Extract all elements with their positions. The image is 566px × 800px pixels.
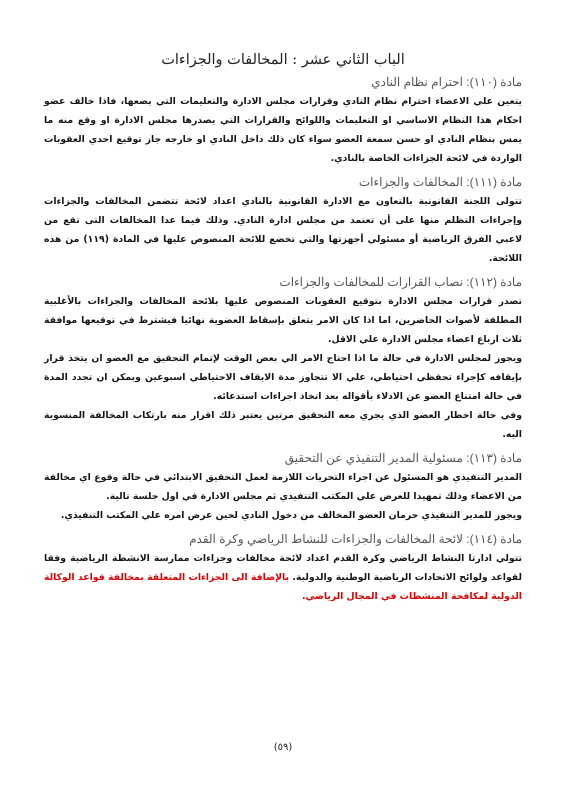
page-number: (٥٩) [273,742,293,753]
document-page [44,52,522,770]
article-113 [44,450,522,525]
article-paragraph: وفي حالة اخطار العضو الذي يجري معه التحقيق مرتين يعتبر ذلك اقرار منه بارتكاب المخالفة المنسوبة اليه. [44,410,522,440]
article-paragraph: تتولى اللجنة القانونية بالتعاون مع الادارة القانونية بالنادي اعداد لائحة تتضمن المخالفات والجزاءات وإجراءات التظلم منها على أن تعتمد من مجلس ادارة النادي. وذلك فيما عدا المخالفات التى تقع من لاعبي الفرق الرياضية أو مسئولي أجهزتها والتي تخضع للائحة المنصوص عليها في المادة (١١٩) من هذه اللائحة. [44,196,522,264]
article-paragraph: تصدر قرارات مجلس الادارة بتوقيع العقوبات المنصوص عليها بلائحة المخالفات والجزاءات بالأغلبية المطلقة لأصوات الحاضرين، اما اذا كان الامر يتعلق بإسقاط العضوية نهائيا فيشترط في توقيعها موافقة ثلاث ارباع اعضاء مجلس الادارة علي الاقل. [44,296,522,345]
highlighted-red-text: بالإضافة الى الجزاءات المتعلقة بمخالفة قواعد الوكالة الدولية لمكافحة المنشطات في المجال الرياضي. [44,572,522,602]
chapter-title: الباب الثاني عشر : المخالفات والجزاءات [161,52,405,68]
article-paragraph: ويجوز لمجلس الادارة في حالة ما اذا احتاج الامر الي بعض الوقت لإتمام التحقيق مع العضو ان يتخذ قرار بإيقافه كإجراء تحفظي احتياطي، علي الا تتجاوز مدة الايقاف الاحتياطي اسبوعين ويمكن ان تجدد المدة في حالة امتناع العضو عن الادلاء بأقواله بعد اتخاذ اجراءات استدعائه. [44,353,522,402]
article-paragraph: يتعين علي الاعضاء احترام نظام النادي وقرارات مجلس الادارة والتعليمات التي يضعها، فاذا خالف عضو احكام هذا النظام الاساسي او التعليمات واللوائح والقرارات التي يصدرها مجلس الادارة او وقع منه ما يمس بنظام النادي او حسن سمعة العضو سواء كان ذلك داخل النادي او خارجه جاز توقيع احدي العقوبات الواردة في لائحة الجزاءات الخاصة بالنادي. [44,96,522,164]
article-paragraph-text: تتولي ادارتا النشاط الرياضي وكرة القدم اعداد لائحة مخالفات وجزاءات ممارسة الانشطة الرياضية وفقا لقواعد ولوائح الاتحادات الرياضية الوطنية والدولية. [44,553,522,583]
article-paragraph [44,549,522,606]
article-111 [44,174,522,268]
article-114 [44,531,522,606]
article-heading: مادة (١١١): المخالفات والجزاءات [358,175,522,189]
article-heading: مادة (١١٣): مسئولية المدير التنفيذي عن التحقيق [284,451,522,465]
article-paragraph: المدير التنفيذي هو المسئول عن اجراء التحريات اللازمة لعمل التحقيق الابتدائي في حالة وقوع اي مخالفة من الاعضاء وذلك تمهيدا للعرض علي المكتب التنفيذي ثم مجلس الادارة في اول جلسة تالية. [44,472,522,502]
article-paragraph: ويجوز للمدير التنفيذي حرمان العضو المخالف من دخول النادي لحين عرض امره علي المكتب التنفيذي. [60,510,522,521]
article-110 [44,74,522,168]
article-heading: مادة (١١٤): لائحة المخالفات والجزاءات للنشاط الرياضي وكرة القدم [189,532,522,546]
article-heading: مادة (١١٠): احترام نظام النادي [371,75,522,89]
article-heading: مادة (١١٢): نصاب القرارات للمخالفات والجزاءات [279,275,522,289]
article-112 [44,274,522,444]
